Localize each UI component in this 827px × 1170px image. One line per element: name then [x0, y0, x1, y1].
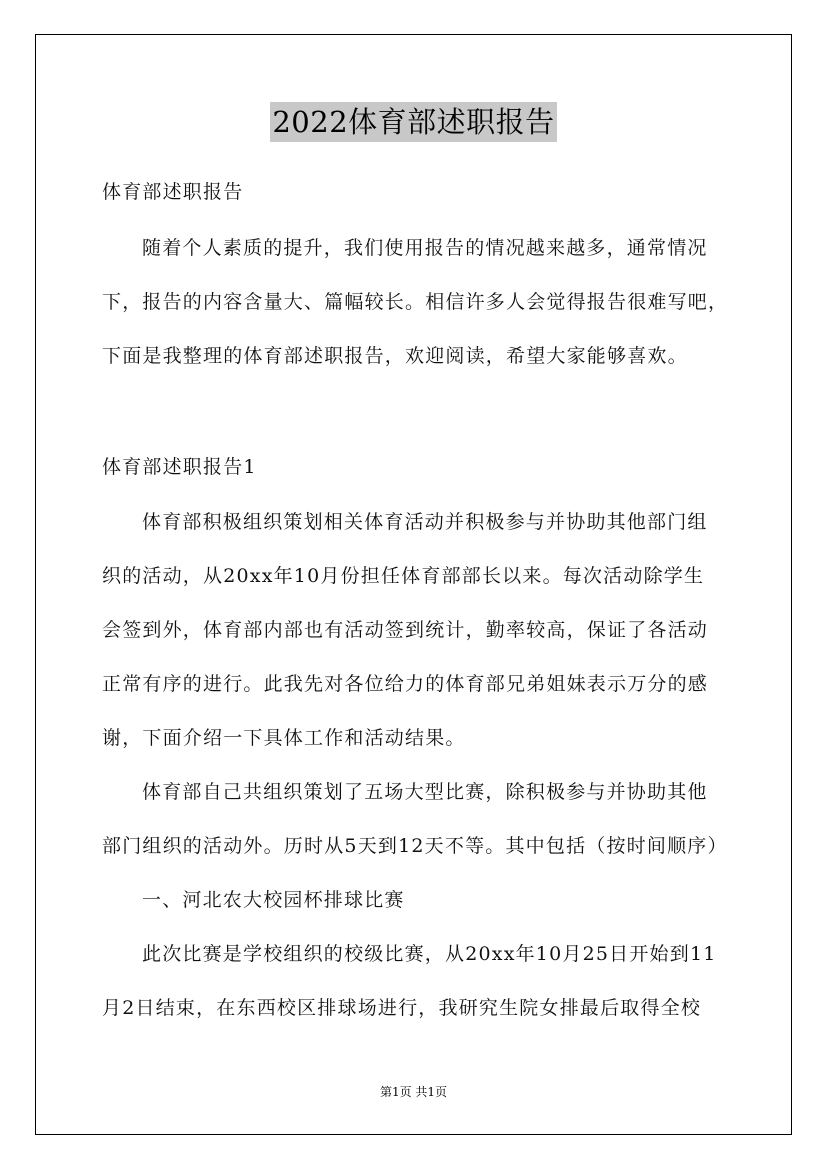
paragraph-line: 体育部积极组织策划相关体育活动并积极参与并协助其他部门组	[142, 511, 708, 533]
paragraph-line: 下，报告的内容含量大、篇幅较长。相信许多人会觉得报告很难写吧，	[102, 291, 729, 313]
title-container	[0, 102, 827, 142]
paragraph-line: 此次比赛是学校组织的校级比赛，从20xx年10月25日开始到11	[142, 943, 717, 965]
paragraph-line: 下面是我整理的体育部述职报告，欢迎阅读，希望大家能够喜欢。	[102, 345, 688, 367]
paragraph-line: 随着个人素质的提升，我们使用报告的情况越来越多，通常情况	[142, 237, 708, 259]
paragraph-line: 谢，下面介绍一下具体工作和活动结果。	[102, 727, 466, 749]
subsection-heading: 一、河北农大校园杯排球比赛	[142, 889, 405, 911]
paragraph-line: 部门组织的活动外。历时从5天到12天不等。其中包括（按时间顺序）	[102, 835, 728, 857]
paragraph-line: 会签到外，体育部内部也有活动签到统计，勤率较高，保证了各活动	[102, 619, 709, 641]
paragraph-line: 月2日结束，在东西校区排球场进行，我研究生院女排最后取得全校	[102, 997, 702, 1019]
paragraph-line: 正常有序的进行。此我先对各位给力的体育部兄弟姐妹表示万分的感	[102, 673, 709, 695]
section-heading: 体育部述职报告1	[102, 456, 257, 478]
section-heading: 体育部述职报告	[102, 181, 244, 203]
document-title: 2022体育部述职报告	[270, 102, 556, 142]
page-footer: 第1页 共1页	[379, 1085, 448, 1099]
paragraph-line: 体育部自己共组织策划了五场大型比赛，除积极参与并协助其他	[142, 781, 708, 803]
paragraph-line: 织的活动，从20xx年10月份担任体育部部长以来。每次活动除学生	[102, 565, 705, 587]
